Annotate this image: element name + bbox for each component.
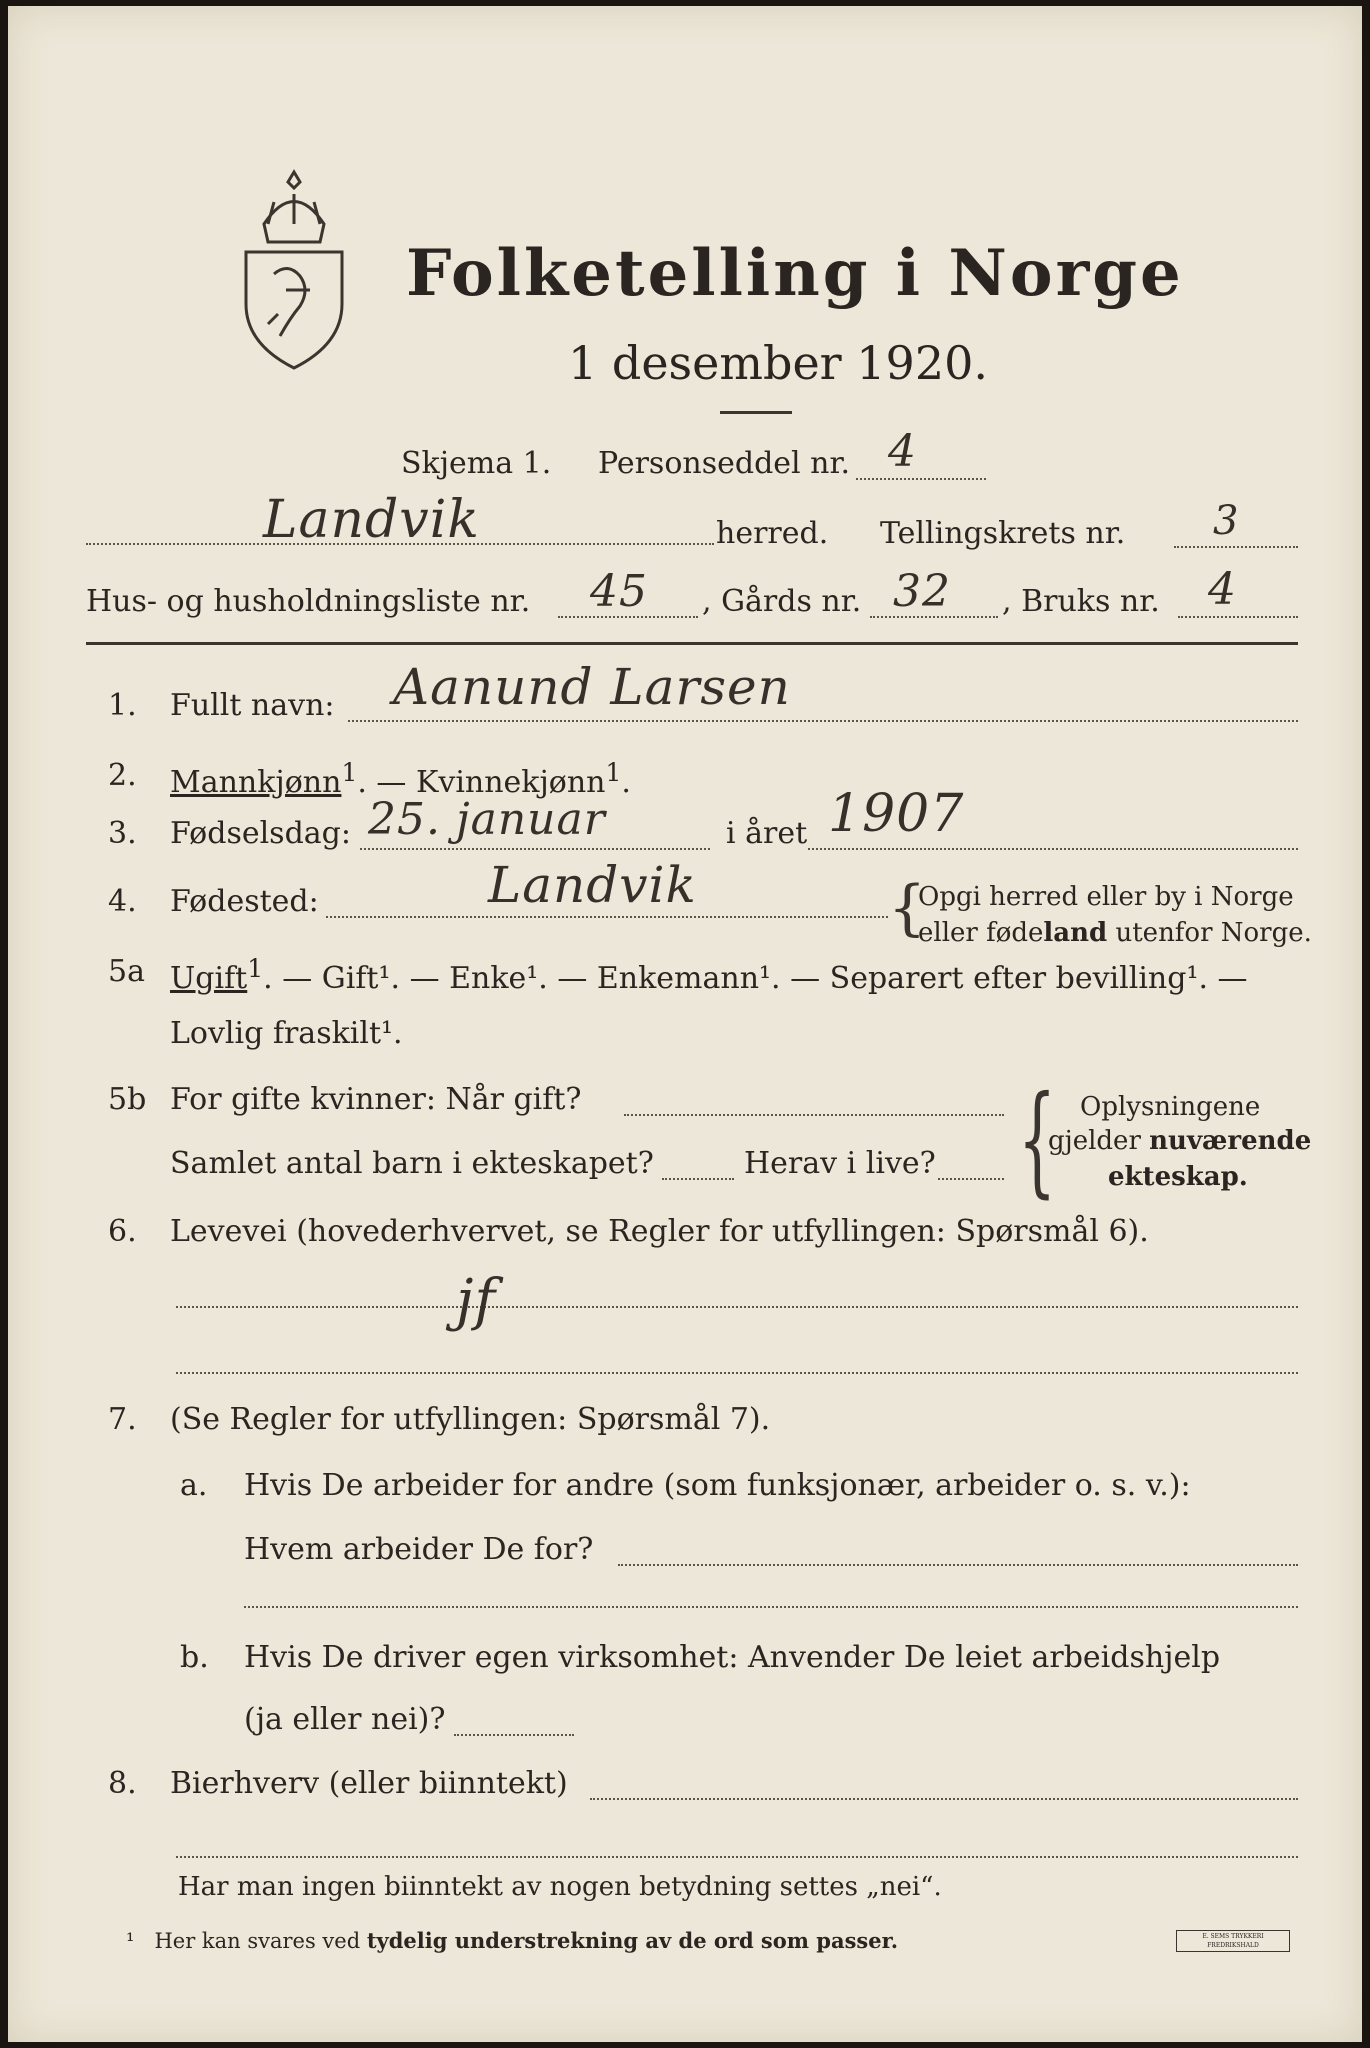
q7a-line2-dots [618, 1564, 1298, 1566]
tellingskrets-line [1174, 546, 1298, 548]
q3-value: 25. januar [368, 794, 606, 845]
tellingskrets-label: Tellingskrets nr. [880, 516, 1126, 551]
q5a-ugift: Ugift [170, 961, 248, 996]
q4-number: 4. [108, 884, 137, 919]
coat-of-arms-icon [234, 164, 354, 374]
bruks-label: , Bruks nr. [1002, 584, 1160, 619]
footnote-mark: ¹ [126, 1929, 135, 1953]
q8-label: Bierhverv (eller biinntekt) [170, 1766, 568, 1801]
q4-note2 [918, 918, 1312, 948]
q2-mann: Mannkjønn [170, 765, 342, 800]
footnote-b: tydelig understrekning av de ord som passer. [366, 1928, 899, 1953]
q7b-line2: (ja eller nei)? [244, 1702, 446, 1737]
q5a-number: 5a [108, 954, 145, 989]
q5a-rest: . — Gift¹. — Enke¹. — Enkemann¹. — Separert efter bevilling¹. — [263, 961, 1248, 996]
q1-line [348, 720, 1298, 722]
q4-note2b: land [1043, 918, 1108, 948]
q7a-letter: a. [180, 1468, 208, 1503]
title-divider [720, 411, 792, 414]
q4-value: Landvik [488, 856, 697, 914]
tellingskrets-value: 3 [1213, 498, 1240, 544]
q7b-line1: Hvis De driver egen virksomhet: Anvender De leiet arbeidshjelp [244, 1640, 1221, 1675]
herred-value: Landvik [263, 490, 480, 550]
q8-number: 8. [108, 1766, 137, 1801]
q4-brace: { [888, 873, 927, 943]
q7a-line2: Hvem arbeider De for? [244, 1532, 594, 1567]
bruks-line [1178, 616, 1298, 618]
q8-line1 [590, 1798, 1298, 1800]
q6-value: jf [456, 1268, 497, 1333]
census-date: 1 desember 1920. [568, 336, 988, 390]
q2-sep: . — [357, 765, 416, 800]
form-title: Folketelling i Norge [406, 236, 1184, 311]
q6-line2 [176, 1372, 1298, 1374]
hus-label: Hus- og husholdningsliste nr. [86, 584, 531, 619]
q5b-number: 5b [108, 1082, 147, 1117]
personseddel-line [856, 478, 986, 480]
q7a-line1: Hvis De arbeider for andre (som funksjonær, arbeider o. s. v.): [244, 1468, 1191, 1503]
q5a-options: Ugift$^1$. — Gift¹. — Enke¹. — Enkemann¹. — Separert efter bevilling¹. — [170, 954, 1248, 996]
q5b-line2b-dots [938, 1178, 1004, 1180]
q3-label: Fødselsdag: [170, 816, 351, 851]
q3-number: 3. [108, 816, 137, 851]
q3-day-line [360, 848, 710, 850]
q6-line1 [176, 1306, 1298, 1308]
census-form-paper [8, 6, 1362, 2042]
footnote-a: Her kan svares ved [154, 1929, 367, 1953]
q5b-brace: { [1018, 1071, 1057, 1210]
gards-label: , Gårds nr. [702, 584, 862, 619]
q5b-line2a: Samlet antal barn i ekteskapet? [170, 1146, 654, 1181]
biinntekt-note: Har man ingen biinntekt av nogen betydning settes „nei“. [178, 1872, 942, 1902]
q7b-letter: b. [180, 1640, 209, 1675]
footnote [126, 1928, 898, 1953]
q6-number: 6. [108, 1214, 137, 1249]
q3-year-line [808, 848, 1298, 850]
personseddel-label: Personseddel nr. [598, 446, 851, 481]
q3-year-label: i året [726, 816, 808, 851]
bruks-value: 4 [1208, 564, 1237, 615]
hus-value: 45 [590, 566, 648, 617]
q4-note1: Opgi herred eller by i Norge [918, 882, 1294, 912]
q1-label: Fullt navn: [170, 688, 335, 723]
q7a-line3-dots [244, 1606, 1298, 1608]
q2-number: 2. [108, 758, 137, 793]
q4-note2c: utenfor Norge. [1107, 918, 1312, 948]
q5b-note2a: gjelder [1048, 1126, 1150, 1156]
q5b-note1: Oplysningene [1080, 1092, 1261, 1122]
q5b-line1: For gifte kvinner: Når gift? [170, 1082, 582, 1117]
q1-number: 1. [108, 688, 137, 723]
q2-end: . [621, 765, 631, 800]
herred-label: herred. [716, 516, 829, 551]
q1-value: Aanund Larsen [393, 658, 791, 716]
personseddel-value: 4 [888, 426, 917, 477]
q3-year-value: 1907 [828, 784, 965, 844]
printer-stamp: E. SEMS TRYKKERI FREDRIKSHALD [1176, 1930, 1290, 1952]
skjema-label: Skjema 1. [401, 446, 552, 481]
q4-note2a: eller føde [918, 918, 1044, 948]
q4-label: Fødested: [170, 884, 319, 919]
q8-line2 [176, 1856, 1298, 1858]
gards-value: 32 [893, 566, 951, 617]
q5b-note2b: nuværende [1149, 1126, 1312, 1156]
q5a-line2: Lovlig fraskilt¹. [170, 1016, 403, 1051]
q7-number: 7. [108, 1402, 137, 1437]
q4-line [326, 916, 888, 918]
q5b-line1-dots [624, 1114, 1004, 1116]
q5b-line2b: Herav i live? [744, 1146, 936, 1181]
q2-options: Mannkjønn$^1$. — Kvinnekjønn$^1$. [170, 758, 631, 800]
q5b-line2a-dots [662, 1178, 734, 1180]
header-divider [86, 642, 1298, 645]
q2-kvinne: Kvinnekjønn [415, 765, 606, 800]
q7b-line2-dots [454, 1734, 574, 1736]
q6-label: Levevei (hovederhvervet, se Regler for utfyllingen: Spørsmål 6). [170, 1214, 1149, 1249]
q5b-note3: ekteskap. [1108, 1162, 1248, 1192]
q5b-note2 [1048, 1126, 1311, 1156]
q7-label: (Se Regler for utfyllingen: Spørsmål 7). [170, 1402, 771, 1437]
